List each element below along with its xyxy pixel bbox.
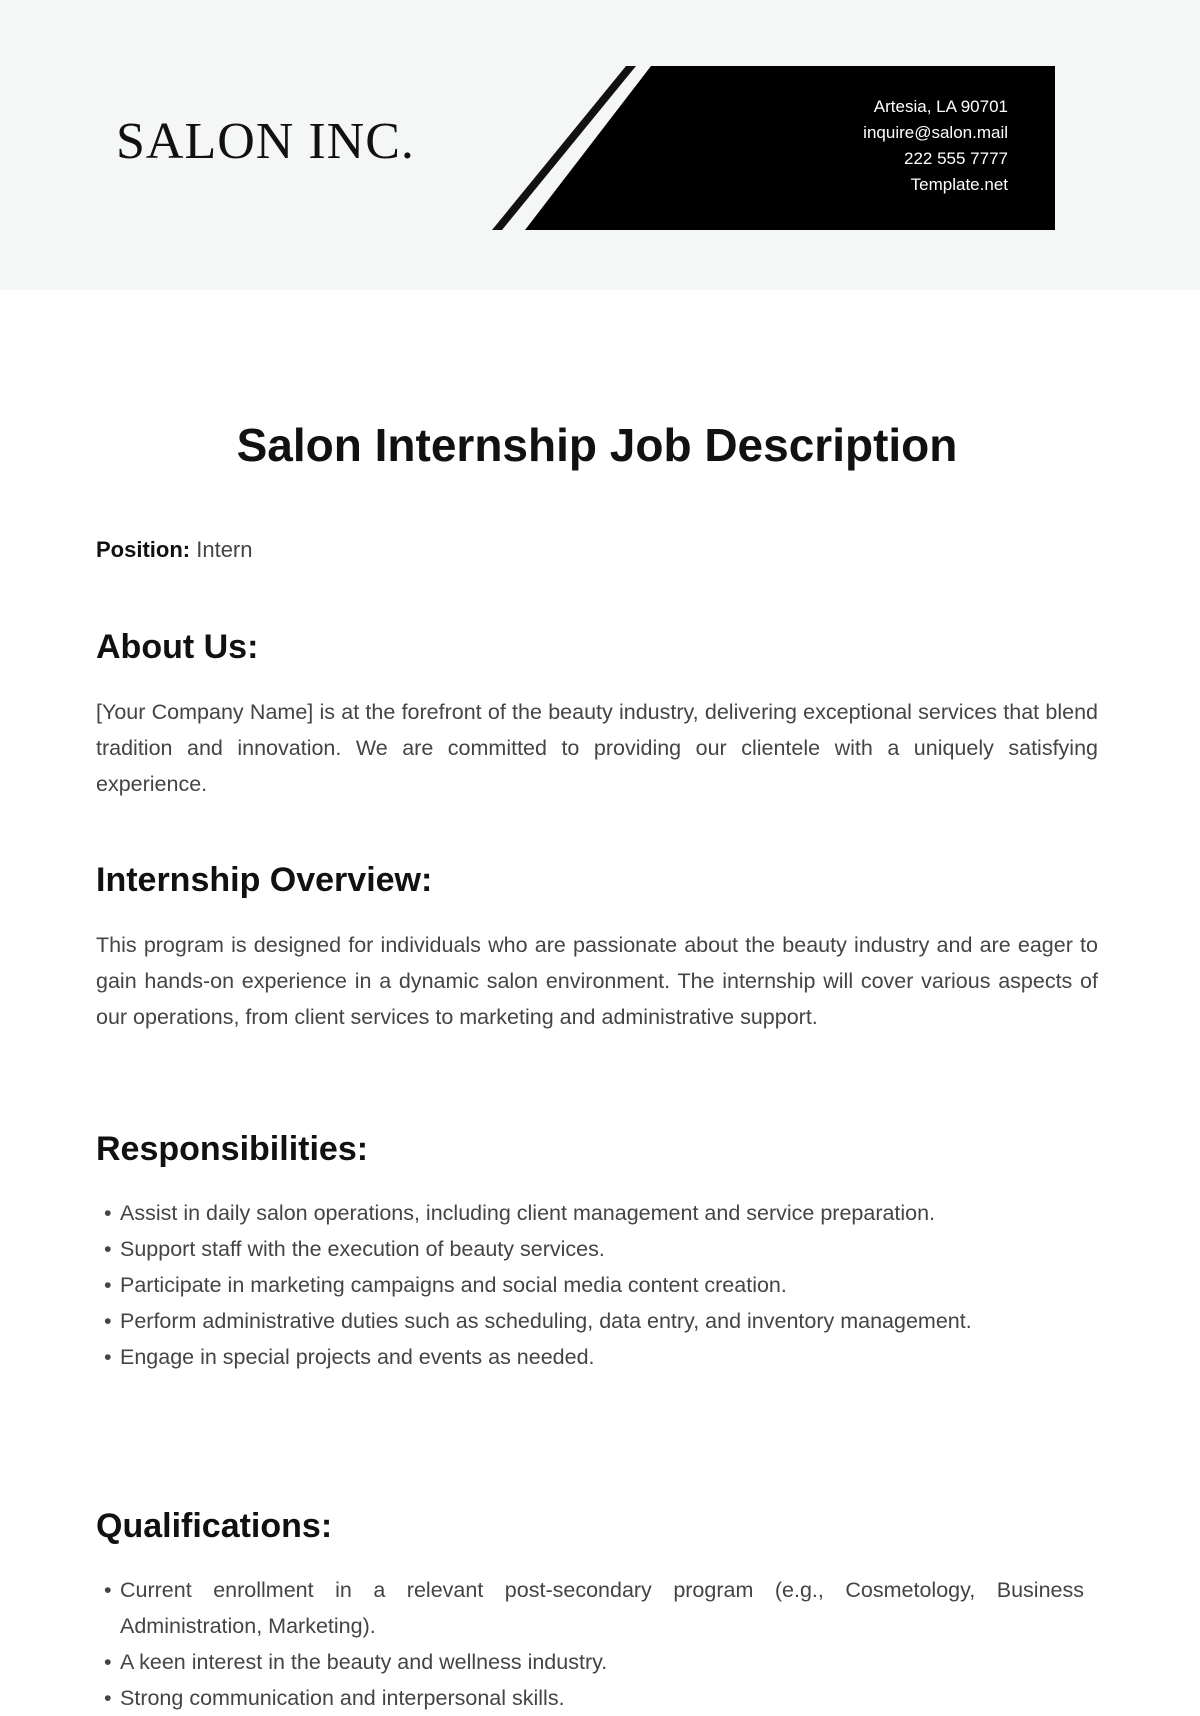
list-item: • Support staff with the execution of beauty services.: [104, 1231, 1084, 1267]
overview-heading: Internship Overview:: [96, 861, 433, 899]
position-label: Position:: [96, 537, 191, 562]
contact-phone: 222 555 7777: [904, 149, 1008, 168]
responsibilities-list: [104, 1195, 1084, 1375]
list-item: • Current enrollment in a relevant post-secondary program (e.g., Cosmetology, Business Administration, Marketing).: [104, 1572, 1084, 1644]
responsibilities-heading: Responsibilities:: [96, 1130, 369, 1168]
qualifications-list: [104, 1572, 1084, 1716]
list-item: • Participate in marketing campaigns and social media content creation.: [104, 1267, 1084, 1303]
position-line: [96, 537, 253, 563]
list-item: • Strong communication and interpersonal skills.: [104, 1680, 1084, 1716]
list-item: • Perform administrative duties such as scheduling, data entry, and inventory management.: [104, 1303, 1084, 1339]
about-text: [Your Company Name] is at the forefront of the beauty industry, delivering exceptional services that blend tradition and innovation. We are committed to providing our clientele with a uniquely satisfying experience.: [96, 700, 1098, 796]
company-logo: SALON INC.: [116, 113, 415, 170]
list-item: • Assist in daily salon operations, including client management and service preparation.: [104, 1195, 1084, 1231]
document-title: Salon Internship Job Description: [236, 419, 958, 471]
about-heading: About Us:: [96, 628, 259, 666]
contact-website: Template.net: [910, 175, 1008, 194]
overview-text: This program is designed for individuals who are passionate about the beauty industry and are eager to gain hands-on experience in a dynamic salon environment. The internship will cover various aspects of our operations, from client services to marketing and administrative support.: [96, 933, 1098, 1029]
contact-block: [863, 94, 1008, 198]
letterhead: [0, 0, 1200, 290]
list-item: • A keen interest in the beauty and wellness industry.: [104, 1644, 1084, 1680]
contact-email: inquire@salon.mail: [863, 123, 1008, 142]
list-item: • Engage in special projects and events as needed.: [104, 1339, 1084, 1375]
qualifications-heading: Qualifications:: [96, 1507, 333, 1545]
position-value: Intern: [196, 537, 253, 562]
contact-address: Artesia, LA 90701: [873, 97, 1008, 116]
